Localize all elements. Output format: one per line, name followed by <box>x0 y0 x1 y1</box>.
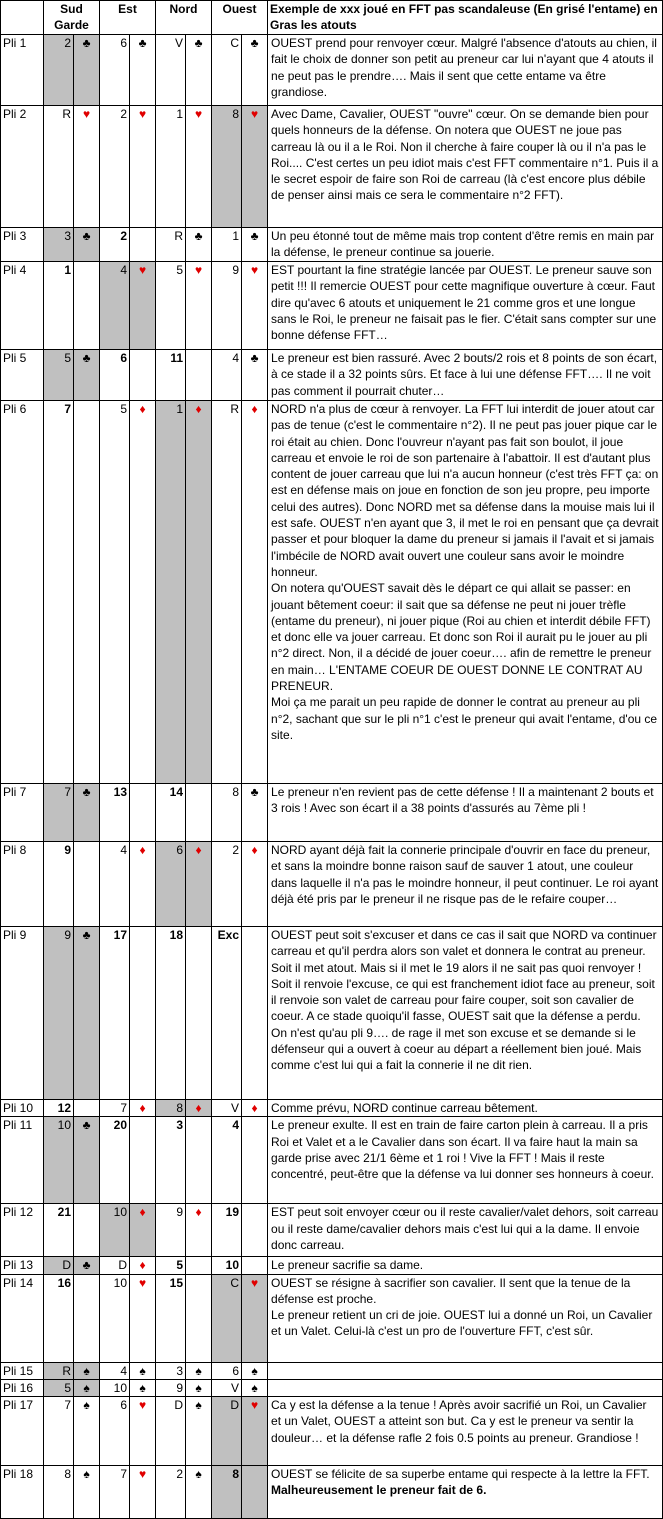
table-row <box>1 1204 663 1257</box>
diamond-icon: ♦ <box>139 843 146 857</box>
ouest-card-rank: V <box>212 1379 242 1396</box>
est-card-rank: 7 <box>100 1466 130 1519</box>
est-card-suit <box>130 228 156 262</box>
heart-icon: ♥ <box>138 1275 147 1290</box>
sud-card-rank: 7 <box>44 1397 74 1466</box>
est-card-rank: 4 <box>100 262 130 350</box>
est-card-suit <box>130 842 156 927</box>
ouest-card-suit <box>242 401 268 784</box>
nord-card-rank: 2 <box>156 1466 186 1519</box>
spade-icon: ♠ <box>251 1380 258 1395</box>
sud-card-rank: D <box>44 1257 74 1274</box>
nord-card-rank: 5 <box>156 1257 186 1274</box>
nord-card-rank: 1 <box>156 401 186 784</box>
nord-card-suit <box>186 1204 212 1257</box>
est-card-rank: 7 <box>100 1100 130 1117</box>
club-icon: ♣ <box>194 229 203 243</box>
est-card-rank: D <box>100 1257 130 1274</box>
header-row <box>1 1 663 35</box>
club-icon: ♣ <box>82 785 91 799</box>
club-icon: ♣ <box>82 1258 91 1273</box>
table-row <box>1 262 663 350</box>
trick-label: Pli 15 <box>1 1362 44 1379</box>
trick-label: Pli 3 <box>1 228 44 262</box>
est-card-suit <box>130 1379 156 1396</box>
sud-card-suit <box>74 401 100 784</box>
sud-card-suit <box>74 1204 100 1257</box>
nord-card-rank: 8 <box>156 1100 186 1117</box>
table-row <box>1 1397 663 1466</box>
heart-icon: ♥ <box>250 263 259 277</box>
comment-paragraph: OUEST se résigne à sacrifier son cavalier. Il sent que la tenue de la défense est proche. <box>271 1275 631 1306</box>
sud-card-suit <box>74 1362 100 1379</box>
ouest-card-suit <box>242 927 268 1100</box>
est-card-rank: 6 <box>100 35 130 106</box>
nord-card-rank: D <box>156 1397 186 1466</box>
table-row <box>1 35 663 106</box>
nord-card-suit <box>186 784 212 842</box>
comment-paragraph: Le preneur est bien rassuré. Avec 2 bouts/2 rois et 8 points de son écart, à ce stade il a 32 points sûrs. Et face à lui une défense FFT…. Il ne voit pas comment il pourrait chuter… <box>271 351 658 398</box>
trick-label: Pli 1 <box>1 35 44 106</box>
sud-card-suit <box>74 1466 100 1519</box>
heart-icon: ♥ <box>250 1398 259 1413</box>
ouest-card-rank: V <box>212 1100 242 1117</box>
est-card-rank: 5 <box>100 401 130 784</box>
table-row <box>1 228 663 262</box>
trick-label: Pli 12 <box>1 1204 44 1257</box>
table-row <box>1 106 663 228</box>
trick-comment <box>268 1204 663 1257</box>
ouest-card-suit <box>242 784 268 842</box>
trick-comment <box>268 1117 663 1204</box>
diamond-icon: ♦ <box>195 402 202 416</box>
ouest-card-rank: C <box>212 35 242 106</box>
trick-comment <box>268 1257 663 1274</box>
header-sud: Sud Garde <box>44 1 100 35</box>
sud-card-suit <box>74 262 100 350</box>
nord-card-suit <box>186 350 212 401</box>
ouest-card-rank: 9 <box>212 262 242 350</box>
heart-icon: ♥ <box>82 107 91 121</box>
ouest-card-rank: 10 <box>212 1257 242 1274</box>
ouest-card-suit <box>242 1204 268 1257</box>
trick-label: Pli 17 <box>1 1397 44 1466</box>
spade-icon: ♠ <box>139 1363 146 1378</box>
comment-paragraph: Le preneur sacrifie sa dame. <box>271 1258 424 1273</box>
ouest-card-suit <box>242 1379 268 1396</box>
nord-card-rank: 15 <box>156 1274 186 1362</box>
nord-card-rank: 9 <box>156 1204 186 1257</box>
ouest-card-suit <box>242 1100 268 1117</box>
club-icon: ♣ <box>250 351 259 365</box>
comment-paragraph: On notera qu'OUEST savait dès le départ ce qui allait se passer: en jouant bêtement coeur: il sait que sa défense ne peut ni jouer trèfle (entame du preneur), ni jouer pique (Roi au chien et interdit débile FFT) et donc elle va jouer carreau. Et donc son Roi il aurait pu le jouer au pli n°2 direct. Non, il a décidé de jouer coeur…. afin de remettre le preneur en main… L'ENTAME COEUR DE OUEST DONNE LE CONTRAT AU PRENEUR. <box>271 581 652 694</box>
ouest-card-rank: Exc <box>212 927 242 1100</box>
sud-card-rank: 8 <box>44 1466 74 1519</box>
spade-icon: ♠ <box>195 1363 202 1378</box>
sud-card-rank: 9 <box>44 927 74 1100</box>
sud-card-suit <box>74 1100 100 1117</box>
est-card-suit <box>130 1274 156 1362</box>
ouest-card-rank: 8 <box>212 784 242 842</box>
trick-label: Pli 16 <box>1 1379 44 1396</box>
spade-icon: ♠ <box>195 1398 202 1413</box>
spade-icon: ♠ <box>83 1363 90 1378</box>
nord-card-suit <box>186 1397 212 1466</box>
trick-label: Pli 18 <box>1 1466 44 1519</box>
sud-card-rank: 16 <box>44 1274 74 1362</box>
trick-comment <box>268 784 663 842</box>
ouest-card-suit <box>242 1397 268 1466</box>
comment-paragraph: Le preneur n'en revient pas de cette défense ! Il a maintenant 2 bouts et 3 rois ! Avec son écart il a 38 points d'assurés au 7ème pli ! <box>271 785 654 816</box>
heart-icon: ♥ <box>194 263 203 277</box>
est-card-suit <box>130 784 156 842</box>
sud-card-suit <box>74 784 100 842</box>
table-row <box>1 1379 663 1396</box>
ouest-card-suit <box>242 35 268 106</box>
est-card-suit <box>130 1117 156 1204</box>
nord-card-suit <box>186 1117 212 1204</box>
sud-card-suit <box>74 350 100 401</box>
est-card-suit <box>130 1100 156 1117</box>
trick-label: Pli 2 <box>1 106 44 228</box>
sud-card-suit <box>74 842 100 927</box>
comment-paragraph: Avec Dame, Cavalier, OUEST "ouvre" cœur. On se demande bien pour quels honneurs de la défense. On notera que OUEST ne joue pas carreau là ou il a le Roi. Non il cherche à faire couper là ou il n'a pas le Roi.... C'est certes un peu idiot mais c'est FFT commentaire n°1. Puis il a le secret espoir de faire son Roi de carreau (là c'est encore plus débile de penser ainsi mais ce sera le commentaire n°2 FFT). <box>271 107 659 203</box>
trick-comment <box>268 106 663 228</box>
trick-comment <box>268 1466 663 1519</box>
heart-icon: ♥ <box>194 107 203 121</box>
heart-icon: ♥ <box>138 107 147 121</box>
est-card-suit <box>130 35 156 106</box>
table-body <box>1 35 663 1519</box>
est-card-suit <box>130 401 156 784</box>
header-nord: Nord <box>156 1 212 35</box>
est-card-suit <box>130 1466 156 1519</box>
club-icon: ♣ <box>82 928 91 942</box>
trick-label: Pli 13 <box>1 1257 44 1274</box>
table-row <box>1 350 663 401</box>
trick-comment <box>268 350 663 401</box>
ouest-card-suit <box>242 228 268 262</box>
sud-card-rank: 1 <box>44 262 74 350</box>
trick-comment <box>268 1397 663 1466</box>
sud-card-suit <box>74 1397 100 1466</box>
sud-card-rank: 7 <box>44 784 74 842</box>
comment-paragraph: Comme prévu, NORD continue carreau bêtement. <box>271 1101 538 1115</box>
diamond-icon: ♦ <box>251 1101 258 1115</box>
ouest-card-suit <box>242 1362 268 1379</box>
ouest-card-rank: C <box>212 1274 242 1362</box>
est-card-rank: 10 <box>100 1204 130 1257</box>
ouest-card-suit <box>242 106 268 228</box>
nord-card-suit <box>186 1379 212 1396</box>
comment-paragraph: Ca y est la défense a la tenue ! Après avoir sacrifié un Roi, un Cavalier et un Valet, OUEST a atteint son but. Ca y est le preneur va sentir la douleur… et la défense rafle 2 fois 0.5 points au preneur. Grandiose ! <box>271 1398 647 1445</box>
trick-comment <box>268 35 663 106</box>
trick-comment <box>268 401 663 784</box>
sud-card-suit <box>74 927 100 1100</box>
club-icon: ♣ <box>250 785 259 799</box>
est-card-suit <box>130 1204 156 1257</box>
spade-icon: ♠ <box>83 1467 90 1482</box>
est-card-suit <box>130 927 156 1100</box>
ouest-card-rank: 4 <box>212 350 242 401</box>
heart-icon: ♥ <box>138 1467 147 1482</box>
spade-icon: ♠ <box>195 1467 202 1482</box>
est-card-rank: 6 <box>100 350 130 401</box>
club-icon: ♣ <box>82 36 91 50</box>
ouest-card-rank: 4 <box>212 1117 242 1204</box>
est-card-rank: 10 <box>100 1379 130 1396</box>
diamond-icon: ♦ <box>195 1101 202 1115</box>
sud-card-rank: R <box>44 106 74 228</box>
diamond-icon: ♦ <box>251 843 258 857</box>
diamond-icon: ♦ <box>139 1101 146 1115</box>
nord-card-rank: R <box>156 228 186 262</box>
ouest-card-suit <box>242 1466 268 1519</box>
spade-icon: ♠ <box>83 1380 90 1395</box>
sud-card-suit <box>74 1257 100 1274</box>
spade-icon: ♠ <box>251 1363 258 1378</box>
diamond-icon: ♦ <box>139 1258 146 1273</box>
est-card-rank: 2 <box>100 228 130 262</box>
ouest-card-suit <box>242 262 268 350</box>
trick-comment <box>268 842 663 927</box>
trick-comment <box>268 228 663 262</box>
sud-card-rank: 2 <box>44 35 74 106</box>
ouest-card-rank: 6 <box>212 1362 242 1379</box>
ouest-card-rank: D <box>212 1397 242 1466</box>
club-icon: ♣ <box>194 36 203 50</box>
est-card-rank: 2 <box>100 106 130 228</box>
est-card-suit <box>130 106 156 228</box>
table-row <box>1 784 663 842</box>
nord-card-suit <box>186 1466 212 1519</box>
trick-label: Pli 11 <box>1 1117 44 1204</box>
comment-paragraph: OUEST prend pour renvoyer cœur. Malgré l'absence d'atouts au chien, il fait le choix de donner son petit au preneur car lui n'ayant que 4 atouts il ne peut pas le prendre…. Mais il sent que cette entame va être grandiose. <box>271 36 657 99</box>
ouest-card-suit <box>242 1117 268 1204</box>
sud-card-suit <box>74 1274 100 1362</box>
est-card-rank: 13 <box>100 784 130 842</box>
nord-card-rank: 14 <box>156 784 186 842</box>
comment-paragraph: EST peut soit envoyer cœur ou il reste cavalier/valet dehors, soit carreau ou il reste dame/cavalier dehors mais c'est lui qui a la dame. Il envoie donc carreau. <box>271 1205 659 1252</box>
sud-card-suit <box>74 1379 100 1396</box>
comment-paragraph: NORD ayant déjà fait la connerie principale d'ouvrir en face du preneur, et sans la moindre bonne raison sauf de sauver 1 atout, une couleur dans laquelle il n'a pas le moindre honneur, il peut continuer. Le roi ayant déjà été pris par le preneur il ne risque pas de le refaire couper… <box>271 843 659 906</box>
nord-card-rank: 9 <box>156 1379 186 1396</box>
comment-conclusion: Malheureusement le preneur fait de 6. <box>271 1483 487 1498</box>
sud-card-suit <box>74 228 100 262</box>
comment-paragraph: OUEST peut soit s'excuser et dans ce cas il sait que NORD va continuer carreau et qu'il perdra alors son valet et donnera le contrat au preneur. Soit il met atout. Mais si il met le 19 alors il ne sait pas quoi renvoyer ! Soit il renvoie l'excuse, ce qui est franchement idiot face au preneur, soit il renvoie son valet de carreau pour faire couper, soit son cavalier de coeur. A ce stade quoiqu'il fasse, OUEST sait que la défense a perdu. On n'est qu'au pli 9…. de rage il met son excuse et se demande si le défenseur qui a ouvert à coeur au départ a réellement bien joué. Mais comme c'est lui qui a fait la connerie il ne dit rien. <box>271 928 657 1073</box>
est-card-suit <box>130 350 156 401</box>
ouest-card-suit <box>242 350 268 401</box>
trick-label: Pli 9 <box>1 927 44 1100</box>
comment-paragraph: Le preneur exulte. Il est en train de faire carton plein à carreau. Il a pris Roi et Valet et a le Cavalier dans son écart. Il va faire haut la main sa garde prise avec 21/1 6ème et 1 roi ! Vive la FFT ! Mais il reste concentré, peut-être que la défense va lui donner ses honneurs à coeur. <box>271 1118 654 1182</box>
trick-comment <box>268 1274 663 1362</box>
sud-card-rank: R <box>44 1362 74 1379</box>
diamond-icon: ♦ <box>139 1205 146 1220</box>
sud-card-rank: 9 <box>44 842 74 927</box>
sud-card-rank: 5 <box>44 1379 74 1396</box>
est-card-rank: 4 <box>100 1362 130 1379</box>
nord-card-suit <box>186 401 212 784</box>
diamond-icon: ♦ <box>195 843 202 857</box>
ouest-card-rank: 8 <box>212 106 242 228</box>
ouest-card-rank: 2 <box>212 842 242 927</box>
table-row <box>1 1274 663 1362</box>
nord-card-rank: 3 <box>156 1362 186 1379</box>
trick-label: Pli 7 <box>1 784 44 842</box>
comment-paragraph: Moi ça me parait un peu rapide de donner le contrat au preneur au pli n°2, sachant que sur le pli n°1 c'est le preneur qui avait l'entame, d'ou ce site. <box>271 695 658 742</box>
spade-icon: ♠ <box>139 1380 146 1395</box>
est-card-rank: 10 <box>100 1274 130 1362</box>
est-card-suit <box>130 1257 156 1274</box>
ouest-card-suit <box>242 842 268 927</box>
club-icon: ♣ <box>138 36 147 50</box>
nord-card-rank: 6 <box>156 842 186 927</box>
club-icon: ♣ <box>250 229 259 243</box>
table-row <box>1 927 663 1100</box>
nord-card-suit <box>186 228 212 262</box>
comment-paragraph: EST pourtant la fine stratégie lancée par OUEST. Le preneur sauve son petit !!! Il remercie OUEST pour cette magnifique ouverture à cœur. Faut dire qu'avec 6 atouts et uniquement le 21 comme gros et une longue sans le Roi, le preneur ne faisait pas le fier. C'était sans compter sur une bonne défense FFT… <box>271 263 657 343</box>
nord-card-rank: 18 <box>156 927 186 1100</box>
diamond-icon: ♦ <box>195 1205 202 1220</box>
nord-card-rank: 1 <box>156 106 186 228</box>
sud-card-suit <box>74 35 100 106</box>
club-icon: ♣ <box>82 351 91 365</box>
ouest-card-suit <box>242 1274 268 1362</box>
sud-card-rank: 12 <box>44 1100 74 1117</box>
comment-paragraph: Un peu étonné tout de même mais trop content d'être remis en main par la défense, le preneur continue sa jouerie. <box>271 229 655 260</box>
table-row <box>1 1362 663 1379</box>
header-blank <box>1 1 44 35</box>
ouest-card-rank: R <box>212 401 242 784</box>
est-card-rank: 4 <box>100 842 130 927</box>
table-row <box>1 1257 663 1274</box>
ouest-card-rank: 1 <box>212 228 242 262</box>
est-card-rank: 20 <box>100 1117 130 1204</box>
nord-card-suit <box>186 1100 212 1117</box>
heart-icon: ♥ <box>138 1398 147 1413</box>
sud-card-suit <box>74 1117 100 1204</box>
header-est: Est <box>100 1 156 35</box>
sud-card-rank: 10 <box>44 1117 74 1204</box>
nord-card-rank: 11 <box>156 350 186 401</box>
table-row <box>1 1117 663 1204</box>
nord-card-suit <box>186 106 212 228</box>
trick-label: Pli 4 <box>1 262 44 350</box>
trick-label: Pli 6 <box>1 401 44 784</box>
est-card-rank: 6 <box>100 1397 130 1466</box>
nord-card-suit <box>186 1362 212 1379</box>
sud-card-rank: 5 <box>44 350 74 401</box>
sud-card-rank: 7 <box>44 401 74 784</box>
table-row <box>1 1466 663 1519</box>
trick-comment <box>268 1379 663 1396</box>
trick-label: Pli 10 <box>1 1100 44 1117</box>
ouest-card-suit <box>242 1257 268 1274</box>
nord-card-suit <box>186 1274 212 1362</box>
diamond-icon: ♦ <box>251 402 258 416</box>
nord-card-suit <box>186 35 212 106</box>
est-card-rank: 17 <box>100 927 130 1100</box>
sud-card-suit <box>74 106 100 228</box>
header-ouest: Ouest <box>212 1 268 35</box>
trick-label: Pli 14 <box>1 1274 44 1362</box>
nord-card-suit <box>186 1257 212 1274</box>
ouest-card-rank: 19 <box>212 1204 242 1257</box>
nord-card-suit <box>186 927 212 1100</box>
spade-icon: ♠ <box>83 1398 90 1413</box>
heart-icon: ♥ <box>138 263 147 277</box>
trick-label: Pli 8 <box>1 842 44 927</box>
table-row <box>1 401 663 784</box>
est-card-suit <box>130 1362 156 1379</box>
trick-comment <box>268 927 663 1100</box>
table-row <box>1 1100 663 1117</box>
ouest-card-rank: 8 <box>212 1466 242 1519</box>
trick-comment <box>268 262 663 350</box>
trick-label: Pli 5 <box>1 350 44 401</box>
header-title: Exemple de xxx joué en FFT pas scandaleuse (En grisé l'entame) en Gras les atouts <box>268 1 663 35</box>
nord-card-rank: 5 <box>156 262 186 350</box>
nord-card-rank: 3 <box>156 1117 186 1204</box>
sud-card-rank: 3 <box>44 228 74 262</box>
est-card-suit <box>130 1397 156 1466</box>
spade-icon: ♠ <box>195 1380 202 1395</box>
nord-card-suit <box>186 842 212 927</box>
heart-icon: ♥ <box>250 1275 259 1290</box>
sud-card-rank: 21 <box>44 1204 74 1257</box>
club-icon: ♣ <box>250 36 259 50</box>
comment-paragraph: OUEST se félicite de sa superbe entame qui respecte à la lettre la FFT. <box>271 1467 650 1482</box>
heart-icon: ♥ <box>250 107 259 121</box>
est-card-suit <box>130 262 156 350</box>
nord-card-rank: V <box>156 35 186 106</box>
trick-comment <box>268 1100 663 1117</box>
trick-comment <box>268 1362 663 1379</box>
diamond-icon: ♦ <box>139 402 146 416</box>
table-row <box>1 842 663 927</box>
comment-paragraph: NORD n'a plus de cœur à renvoyer. La FFT lui interdit de jouer atout car pas de tenue (c'est le commentaire n°2). Il ne peut pas jouer pique car le roi était au chien. Donc l'ouvreur n'ayant pas fait son boulot, il joue carreau et envoie le roi de son partenaire à l'abattoir. Il est d'autant plus content de jouer carreau que lui n'a aucun honneur (c'est très FFT ça: on est en défense mais on joue en fonction de son jeu propre, peu importe celui des autres). Donc NORD met sa défense dans la mouise mais lui il est safe. OUEST n'en ayant que 3, il met le roi en pensant que ça devrait passer et pour bloquer la dame du preneur si jamais il l'avait et si jamais l'imbécile de NORD avait ouvert une couleur sans avoir le moindre honneur. <box>271 402 659 579</box>
comment-paragraph: Le preneur retient un cri de joie. OUEST lui a donné un Roi, un Cavalier et un Valet. Celui-là c'est un pro de l'ouverture FFT, c'est sûr. <box>271 1308 653 1339</box>
club-icon: ♣ <box>82 1118 91 1133</box>
club-icon: ♣ <box>82 229 91 243</box>
nord-card-suit <box>186 262 212 350</box>
